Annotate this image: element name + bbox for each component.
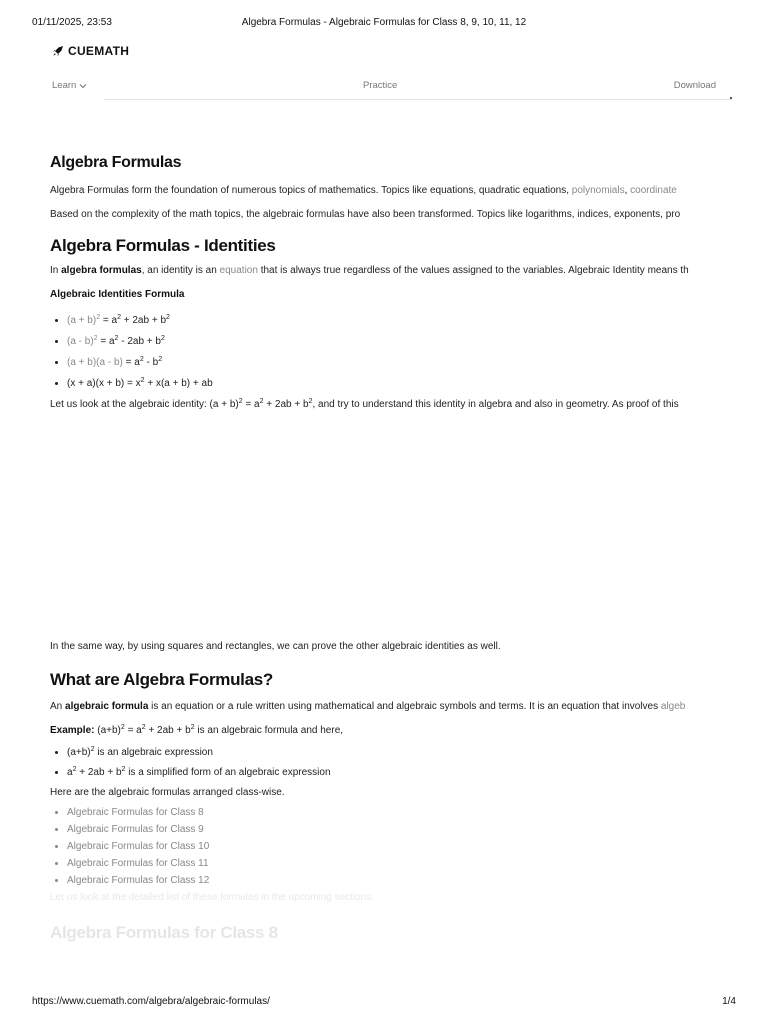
chevron-down-icon xyxy=(79,83,87,89)
nav-download[interactable]: Download xyxy=(673,80,716,91)
class-links-list xyxy=(50,806,736,888)
identities-heading: Algebra Formulas - Identities xyxy=(50,236,276,255)
what-paragraph-1: An algebraic formula is an equation or a rule written using mathematical and algebraic symbols and terms. It is an equation that involves algeb xyxy=(50,701,686,712)
example-item-1: • $(a+b)^2$ is an algebraic expression xyxy=(67,746,736,760)
nav-dot xyxy=(730,97,732,99)
link-polynomials[interactable]: polynomials xyxy=(571,185,625,196)
example-paragraph: Example: $(a+b)^2 = a^2 + 2ab + b^2$ is an algebraic formula and here, xyxy=(50,724,344,736)
page-title: Algebra Formulas xyxy=(50,154,182,171)
print-title: Algebra Formulas - Algebraic Formulas for Class 8, 9, 10, 11, 12 xyxy=(241,17,527,28)
class-link-8[interactable]: • Algebraic Formulas for Class 8 xyxy=(67,806,736,820)
what-paragraph-3: Let us look at the detailed list of these formulas in the upcoming sections. xyxy=(50,892,375,903)
identity-formula-4: • $(x + a)(x + b) = x^2 + x(a + b)$ + ab xyxy=(67,377,736,391)
identity-formula-3: • $(a + b)(a - b) = a^2 - b^2$ xyxy=(67,356,736,370)
link-coordinate[interactable]: coordinate xyxy=(630,185,677,196)
identities-paragraph-2: Let us look at the algebraic identity: $(a + b)^2 = a^2 + 2ab + b^2$, and try to understand this identity in algebra and also in geometry. As proof of this xyxy=(50,398,679,410)
print-page-number: 1/4 xyxy=(722,996,736,1007)
identities-list xyxy=(50,314,736,391)
cuemath-logo[interactable] xyxy=(52,44,129,58)
article-content xyxy=(50,150,736,943)
print-url[interactable]: https://www.cuemath.com/algebra/algebraic-formulas/ xyxy=(32,996,270,1007)
nav-learn[interactable] xyxy=(52,80,87,91)
link-equation[interactable]: equation xyxy=(219,265,258,276)
identity-formula-2: • $(a - b)^2 = a^2 - 2ab + b^2$ xyxy=(67,335,736,349)
brand-name: CUEMATH xyxy=(68,44,130,58)
intro-paragraph-1: Algebra Formulas form the foundation of numerous topics of mathematics. Topics like equations, quadratic equations, polynomials, coordinate xyxy=(50,185,677,196)
class-8-heading: Algebra Formulas for Class 8 xyxy=(50,923,278,942)
nav-learn-label: Learn xyxy=(52,80,77,91)
identity-proof-figure-placeholder xyxy=(50,412,736,640)
rocket-icon xyxy=(52,45,64,57)
intro-paragraph-2: Based on the complexity of the math topics, the algebraic formulas have also been transformed. Topics like logarithms, indices, exponents, pro xyxy=(50,209,681,220)
example-item-2: • $a^2 + 2ab + b^2$ is a simplified form of an algebraic expression xyxy=(67,766,736,780)
class-link-9[interactable]: • Algebraic Formulas for Class 9 xyxy=(67,823,736,837)
identities-paragraph-3: In the same way, by using squares and rectangles, we can prove the other algebraic identities as well. xyxy=(50,641,501,652)
class-link-12[interactable]: • Algebraic Formulas for Class 12 xyxy=(67,874,736,888)
identities-paragraph-1: In algebra formulas, an identity is an equation that is always true regardless of the values assigned to the variables. Algebraic Identity means th xyxy=(50,265,689,276)
print-date: 01/11/2025, 23:53 xyxy=(32,17,112,28)
identities-subheading: Algebraic Identities Formula xyxy=(50,289,185,300)
link-algebraic[interactable]: algeb xyxy=(660,701,686,712)
top-nav xyxy=(52,80,732,100)
identity-formula-1: • $(a + b)^2 = a^2 + 2ab + b^2$ xyxy=(67,314,736,328)
class-link-11[interactable]: • Algebraic Formulas for Class 11 xyxy=(67,857,736,871)
print-header xyxy=(32,17,736,31)
class-link-10[interactable]: • Algebraic Formulas for Class 10 xyxy=(67,840,736,854)
nav-practice[interactable]: Practice xyxy=(363,80,398,91)
what-heading: What are Algebra Formulas? xyxy=(50,670,274,689)
example-list xyxy=(50,746,736,780)
what-paragraph-2: Here are the algebraic formulas arranged class-wise. xyxy=(50,787,285,798)
nav-divider xyxy=(104,99,732,100)
